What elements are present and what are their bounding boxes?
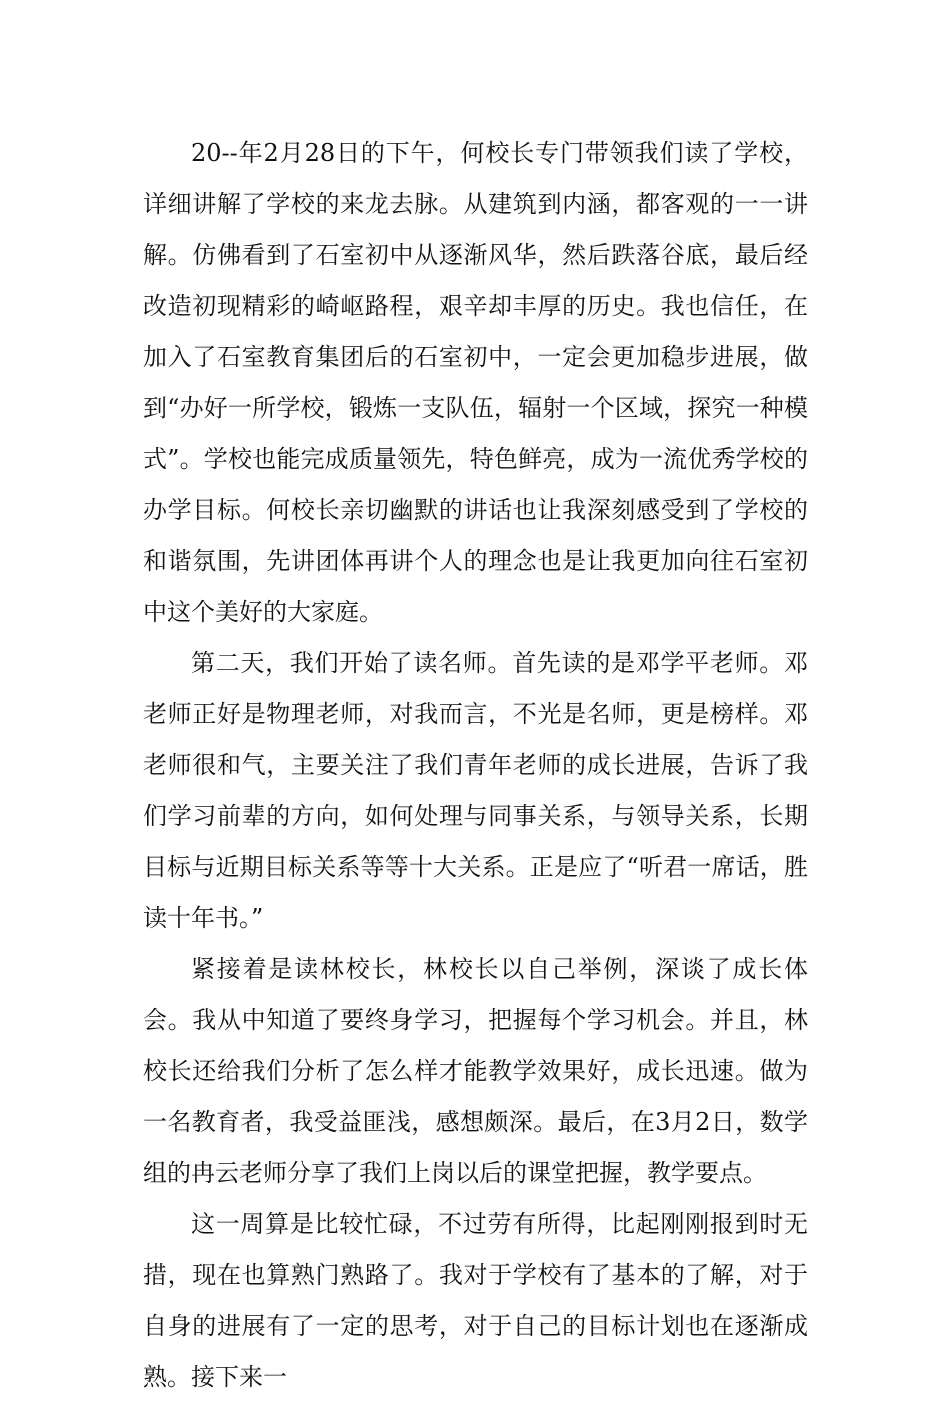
body-text xyxy=(143,128,808,1403)
paragraph-4: 这一周算是比较忙碌，不过劳有所得，比起刚刚报到时无措，现在也算熟门熟路了。我对于学校有了基本的了解，对于自身的进展有了一定的思考，对于自己的目标计划也在逐渐成熟。接下来一 xyxy=(143,1210,808,1391)
paragraph-3: 紧接着是读林校长，林校长以自己举例，深谈了成长体会。我从中知道了要终身学习，把握每个学习机会。并且，林校长还给我们分析了怎么样才能教学效果好，成长迅速。做为一名教育者，我受益匪浅，感想颇深。最后，在3月2日，数学组的冉云老师分享了我们上岗以后的课堂把握，教学要点。 xyxy=(143,955,808,1187)
paragraph-1: 20--年2月28日的下午，何校长专门带领我们读了学校，详细讲解了学校的来龙去脉。从建筑到内涵，都客观的一一讲解。仿佛看到了石室初中从逐渐风华，然后跌落谷底，最后经改造初现精彩的崎岖路程，艰辛却丰厚的历史。我也信任，在加入了石室教育集团后的石室初中，一定会更加稳步进展，做到“办好一所学校，锻炼一支队伍，辐射一个区域，探究一种模式”。学校也能完成质量领先，特色鲜亮，成为一流优秀学校的办学目标。何校长亲切幽默的讲话也让我深刻感受到了学校的和谐氛围，先讲团体再讲个人的理念也是让我更加向往石室初中这个美好的大家庭。 xyxy=(143,139,808,626)
paragraph-2: 第二天，我们开始了读名师。首先读的是邓学平老师。邓老师正好是物理老师，对我而言，不光是名师，更是榜样。邓老师很和气，主要关注了我们青年老师的成长进展，告诉了我们学习前辈的方向，如何处理与同事关系，与领导关系，长期目标与近期目标关系等等十大关系。正是应了“听君一席话，胜读十年书。” xyxy=(143,649,808,932)
